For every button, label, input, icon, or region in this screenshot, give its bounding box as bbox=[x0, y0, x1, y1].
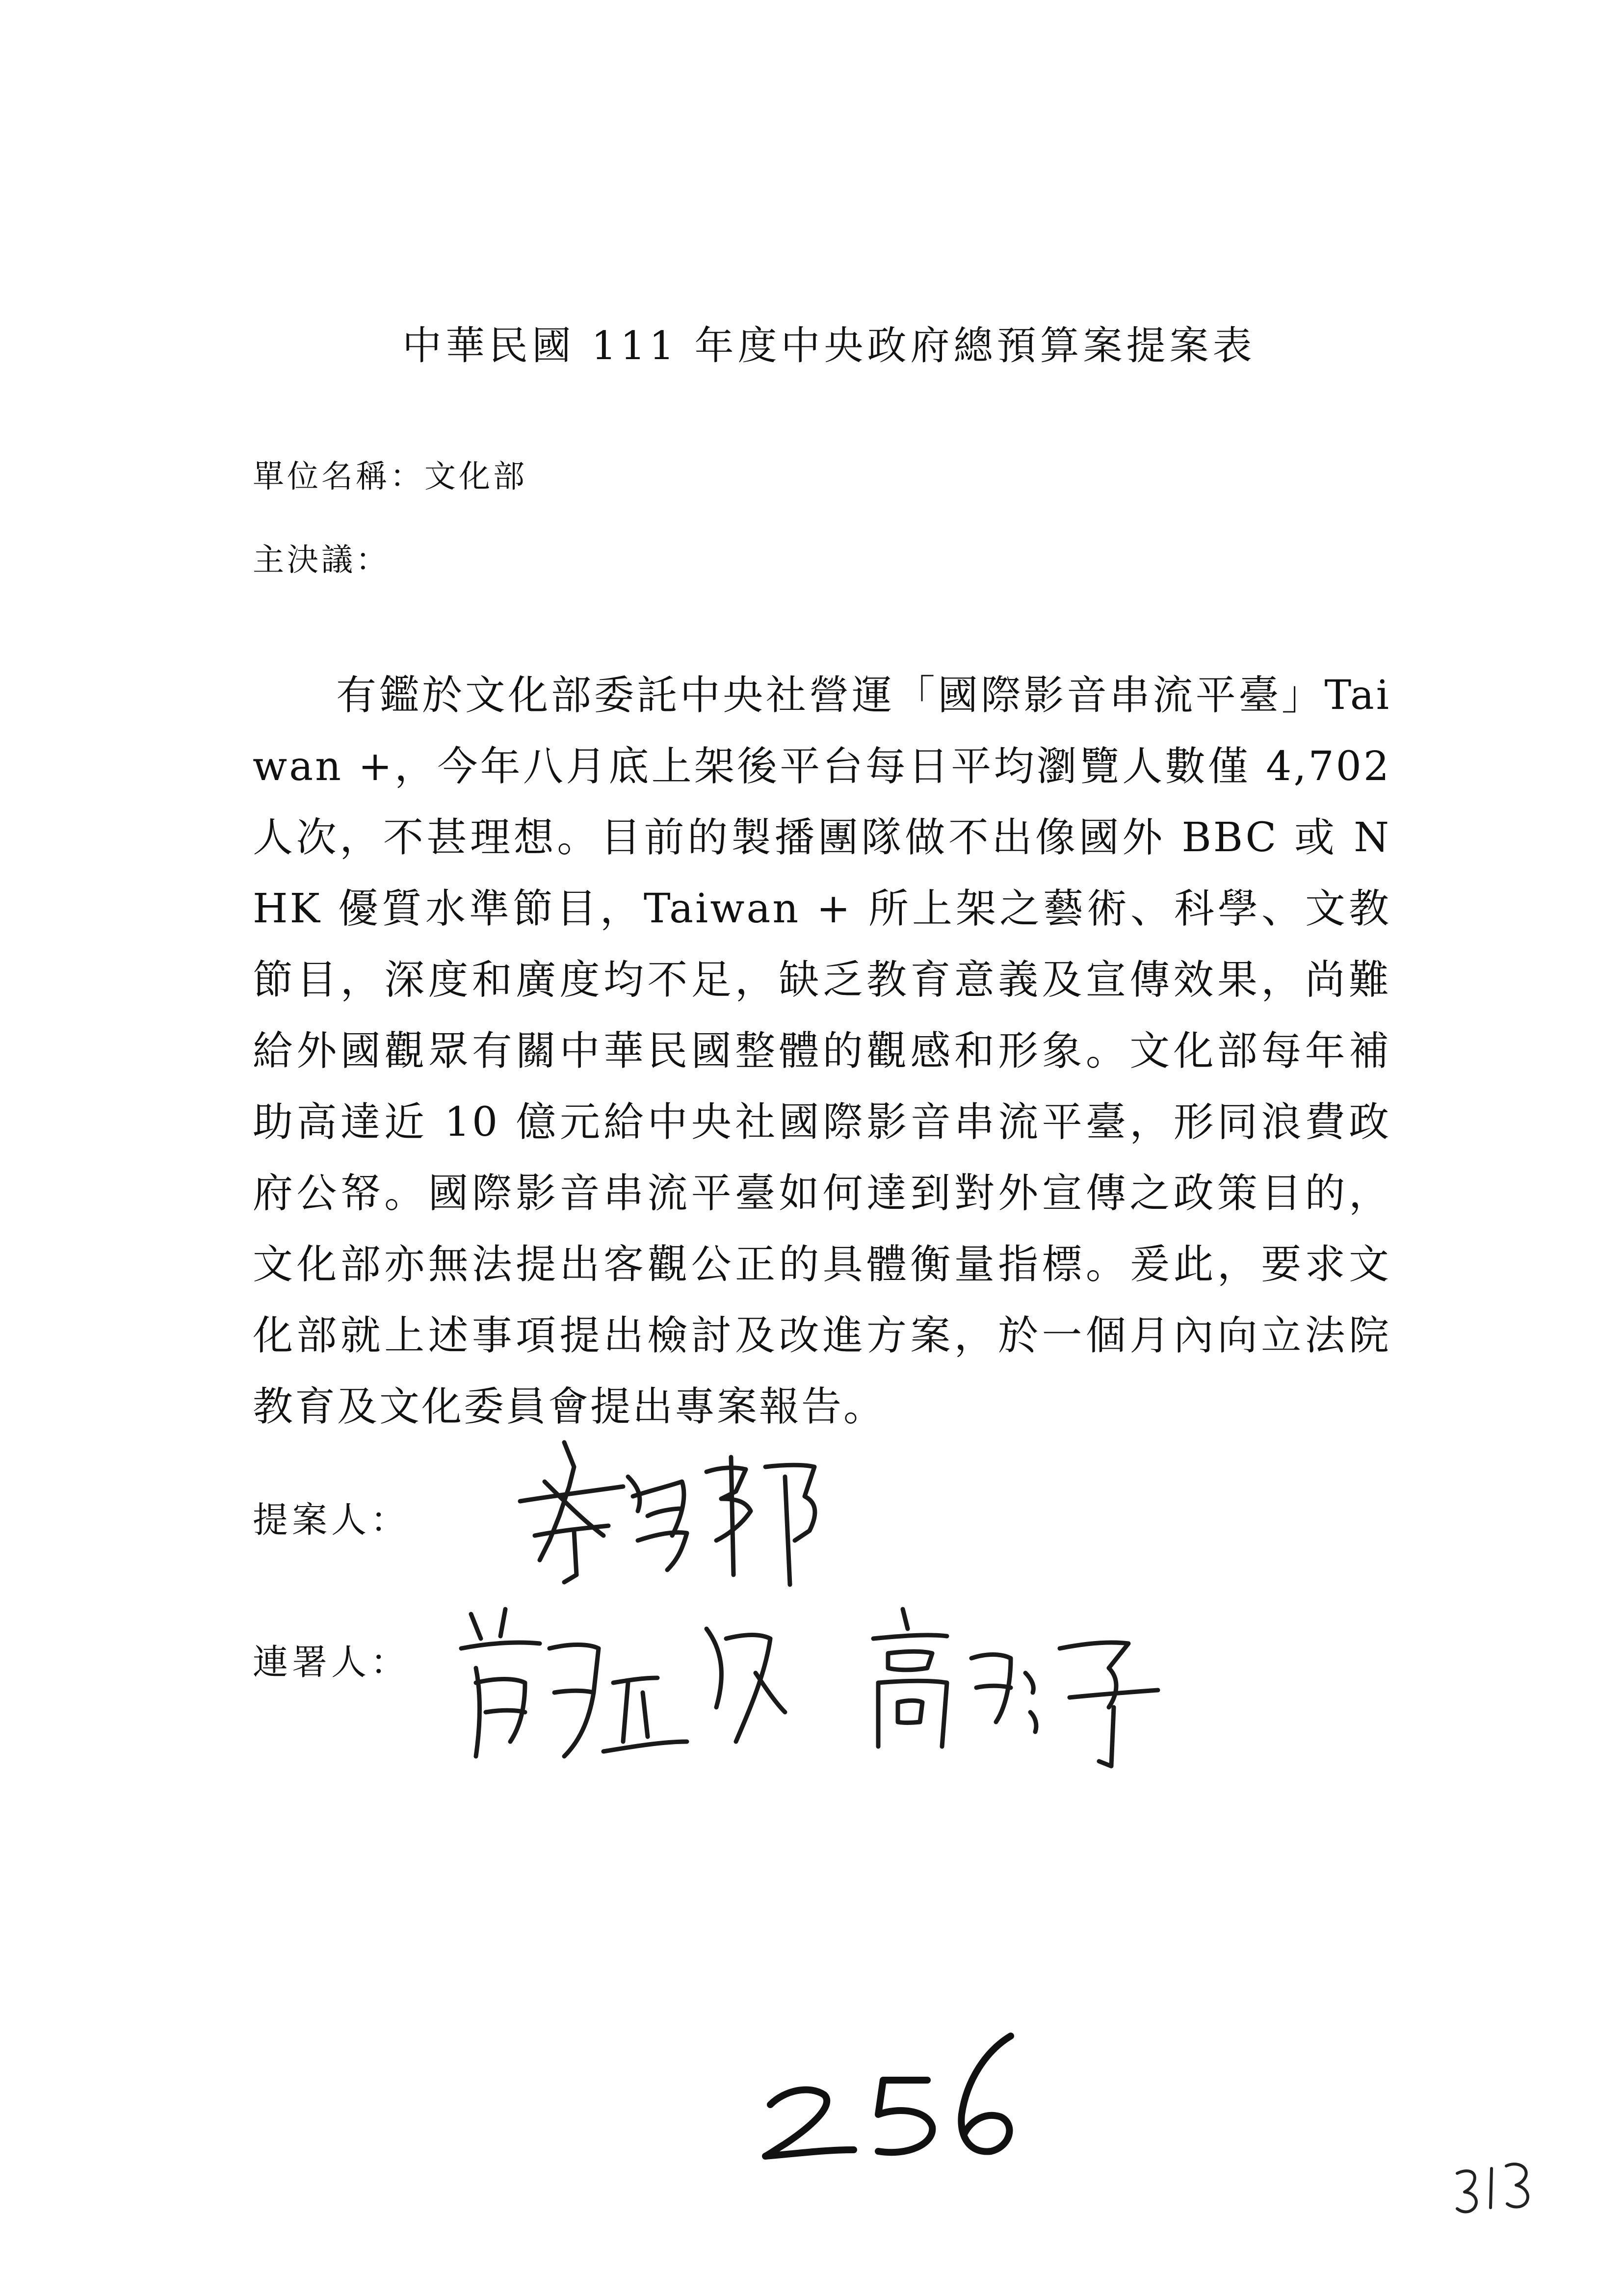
proposer-label: 提案人： bbox=[253, 1499, 410, 1540]
proposer-signature bbox=[491, 1413, 859, 1604]
cosigner-label: 連署人： bbox=[253, 1642, 410, 1683]
cosigner-signature-1 bbox=[451, 1594, 805, 1781]
unit-name-field: 單位名稱：文化部 bbox=[253, 459, 527, 495]
resolution-body-text: 有鑑於文化部委託中央社營運「國際影音串流平臺」Taiwan +，今年八月底上架後平台每日平均瀏覽人數僅 4,702 人次，不甚理想。目前的製播團隊做不出像國外 BBC 或 NHK 優質水準節目，Taiwan + 所上架之藝術、科學、文教節目，深度和廣度均不足，缺乏教育意義及宣傳效果，尚難給外國觀眾有關中華民國整體的觀感和形象。文化部每年補助高達近 10 億元給中央社國際影音串流平臺，形同浪費政府公帑。國際影音串流平臺如何達到對外宣傳之政策目的，文化部亦無法提出客觀公正的具體衡量指標。爰此，要求文化部就上述事項提出檢討及改進方案，於一個月內向立法院教育及文化委員會提出專案報告。 bbox=[253, 672, 1391, 1430]
handwritten-page-number bbox=[756, 2021, 1030, 2168]
corner-page-number bbox=[1447, 2154, 1545, 2222]
cosigner-signature-2 bbox=[864, 1590, 1178, 1776]
main-resolution-label: 主決議： bbox=[253, 542, 390, 578]
document-title: 中華民國 111 年度中央政府總預算案提案表 bbox=[402, 323, 1256, 368]
